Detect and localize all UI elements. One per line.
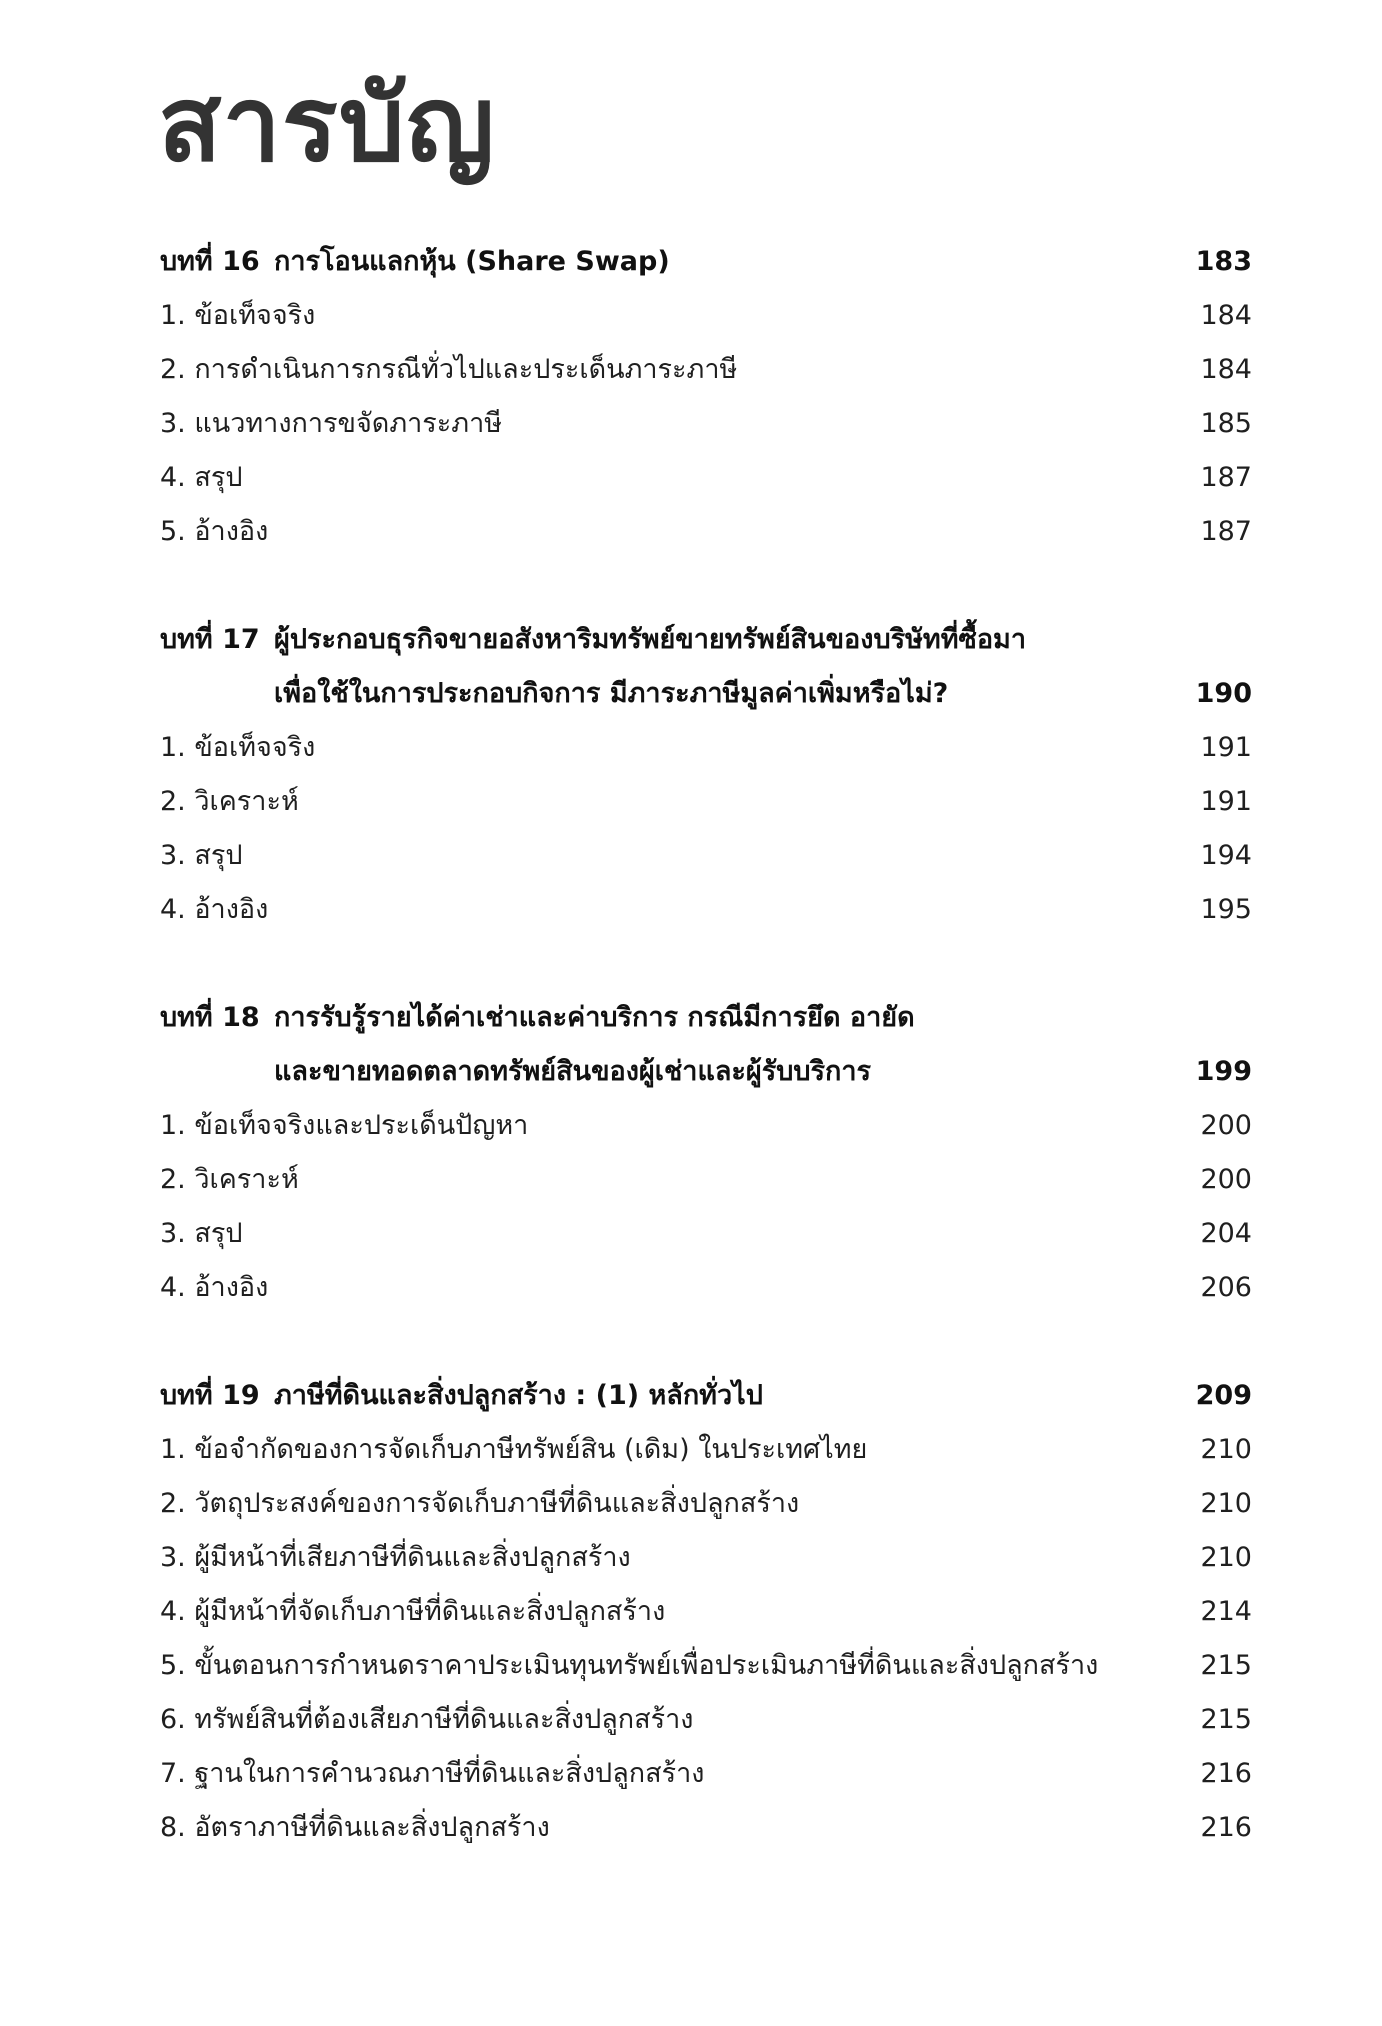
chapter-title-line: และขายทอดตลาดทรัพย์สินของผู้เช่าและผู้รับบริการ <box>274 1056 872 1087</box>
page-number: 209 <box>1195 1380 1252 1411</box>
page-number: 199 <box>1195 1056 1252 1087</box>
page-number: 191 <box>1200 732 1252 763</box>
toc-entry[interactable] <box>160 1207 1252 1261</box>
toc-entry[interactable] <box>160 1585 1252 1639</box>
chapter-heading-continuation[interactable] <box>160 1045 1252 1099</box>
entry-label: 4. อ้างอิง <box>160 894 269 925</box>
toc-entry[interactable] <box>160 829 1252 883</box>
page-number: 204 <box>1200 1218 1252 1249</box>
entry-label: 6. ทรัพย์สินที่ต้องเสียภาษีที่ดินและสิ่งปลูกสร้าง <box>160 1704 694 1735</box>
entry-label: 2. วิเคราะห์ <box>160 1164 299 1195</box>
chapter-heading[interactable] <box>160 1369 1252 1423</box>
table-of-contents <box>160 235 1252 1909</box>
entry-label: 4. สรุป <box>160 462 243 493</box>
chapter-18 <box>160 991 1252 1315</box>
entry-label: 3. สรุป <box>160 1218 243 1249</box>
entry-label: 1. ข้อเท็จจริง <box>160 732 316 763</box>
toc-entry[interactable] <box>160 1639 1252 1693</box>
page-number: 214 <box>1200 1596 1252 1627</box>
toc-entry[interactable] <box>160 1531 1252 1585</box>
chapter-number: บทที่ 19 <box>160 1380 260 1411</box>
toc-entry[interactable] <box>160 883 1252 937</box>
page-number: 190 <box>1195 678 1252 709</box>
toc-entry[interactable] <box>160 1153 1252 1207</box>
chapter-heading[interactable] <box>160 235 1252 289</box>
toc-entry[interactable] <box>160 721 1252 775</box>
entry-label: 1. ข้อเท็จจริงและประเด็นปัญหา <box>160 1110 529 1141</box>
page-number: 200 <box>1200 1110 1252 1141</box>
chapter-19 <box>160 1369 1252 1855</box>
entry-label: 1. ข้อจำกัดของการจัดเก็บภาษีทรัพย์สิน (เดิม) ในประเทศไทย <box>160 1434 868 1465</box>
page-number: 195 <box>1200 894 1252 925</box>
chapter-number: บทที่ 17 <box>160 624 260 655</box>
toc-entry[interactable] <box>160 343 1252 397</box>
entry-label: 2. การดำเนินการกรณีทั่วไปและประเด็นภาระภาษี <box>160 354 738 385</box>
page-number: 184 <box>1200 354 1252 385</box>
entry-label: 2. วัตถุประสงค์ของการจัดเก็บภาษีที่ดินและสิ่งปลูกสร้าง <box>160 1488 800 1519</box>
page-number: 216 <box>1200 1758 1252 1789</box>
chapter-heading-continuation[interactable] <box>160 667 1252 721</box>
entry-label: 4. อ้างอิง <box>160 1272 269 1303</box>
chapter-title <box>160 991 1192 1045</box>
chapter-number: บทที่ 16 <box>160 246 260 277</box>
page-number: 187 <box>1200 462 1252 493</box>
page-number: 215 <box>1200 1650 1252 1681</box>
toc-entry[interactable] <box>160 1099 1252 1153</box>
entry-label: 5. อ้างอิง <box>160 516 269 547</box>
entry-label: 4. ผู้มีหน้าที่จัดเก็บภาษีที่ดินและสิ่งปลูกสร้าง <box>160 1596 666 1627</box>
page-number: 187 <box>1200 516 1252 547</box>
entry-label: 3. ผู้มีหน้าที่เสียภาษีที่ดินและสิ่งปลูกสร้าง <box>160 1542 631 1573</box>
page-number: 210 <box>1200 1542 1252 1573</box>
chapter-title-line: เพื่อใช้ในการประกอบกิจการ มีภาระภาษีมูลค่าเพิ่มหรือไม่? <box>274 678 949 709</box>
chapter-heading[interactable] <box>160 991 1252 1045</box>
chapter-title <box>160 235 1192 289</box>
chapter-title-line: การรับรู้รายได้ค่าเช่าและค่าบริการ กรณีมีการยึด อายัด <box>274 1002 915 1033</box>
page-number: 215 <box>1200 1704 1252 1735</box>
page-title: สารบัญ <box>158 63 496 185</box>
entry-label: 8. อัตราภาษีที่ดินและสิ่งปลูกสร้าง <box>160 1812 550 1843</box>
page-number: 185 <box>1200 408 1252 439</box>
toc-entry[interactable] <box>160 1693 1252 1747</box>
entry-label: 2. วิเคราะห์ <box>160 786 299 817</box>
chapter-title-line: ภาษีที่ดินและสิ่งปลูกสร้าง : (1) หลักทั่วไป <box>274 1380 763 1411</box>
toc-entry[interactable] <box>160 1801 1252 1855</box>
page-number: 210 <box>1200 1434 1252 1465</box>
chapter-number: บทที่ 18 <box>160 1002 260 1033</box>
entry-label: 5. ขั้นตอนการกำหนดราคาประเมินทุนทรัพย์เพื่อประเมินภาษีที่ดินและสิ่งปลูกสร้าง <box>160 1650 1099 1681</box>
chapter-title <box>160 613 1192 667</box>
chapter-title-line: ผู้ประกอบธุรกิจขายอสังหาริมทรัพย์ขายทรัพย์สินของบริษัทที่ซื้อมา <box>274 624 1026 655</box>
chapter-title <box>160 1369 1192 1423</box>
toc-entry[interactable] <box>160 1423 1252 1477</box>
page-number: 216 <box>1200 1812 1252 1843</box>
toc-entry[interactable] <box>160 397 1252 451</box>
toc-entry[interactable] <box>160 775 1252 829</box>
chapter-heading[interactable] <box>160 613 1252 667</box>
page-number: 210 <box>1200 1488 1252 1519</box>
page-number: 200 <box>1200 1164 1252 1195</box>
chapter-16 <box>160 235 1252 559</box>
page-number: 191 <box>1200 786 1252 817</box>
toc-entry[interactable] <box>160 1747 1252 1801</box>
chapter-17 <box>160 613 1252 937</box>
entry-label: 3. สรุป <box>160 840 243 871</box>
toc-entry[interactable] <box>160 451 1252 505</box>
entry-label: 7. ฐานในการคำนวณภาษีที่ดินและสิ่งปลูกสร้าง <box>160 1758 705 1789</box>
page-number: 183 <box>1195 246 1252 277</box>
entry-label: 1. ข้อเท็จจริง <box>160 300 316 331</box>
page-number: 206 <box>1200 1272 1252 1303</box>
entry-label: 3. แนวทางการขจัดภาระภาษี <box>160 408 503 439</box>
toc-entry[interactable] <box>160 289 1252 343</box>
toc-entry[interactable] <box>160 505 1252 559</box>
page-number: 184 <box>1200 300 1252 331</box>
toc-entry[interactable] <box>160 1261 1252 1315</box>
chapter-title-line: การโอนแลกหุ้น (Share Swap) <box>274 246 670 277</box>
page-number: 194 <box>1200 840 1252 871</box>
toc-entry[interactable] <box>160 1477 1252 1531</box>
